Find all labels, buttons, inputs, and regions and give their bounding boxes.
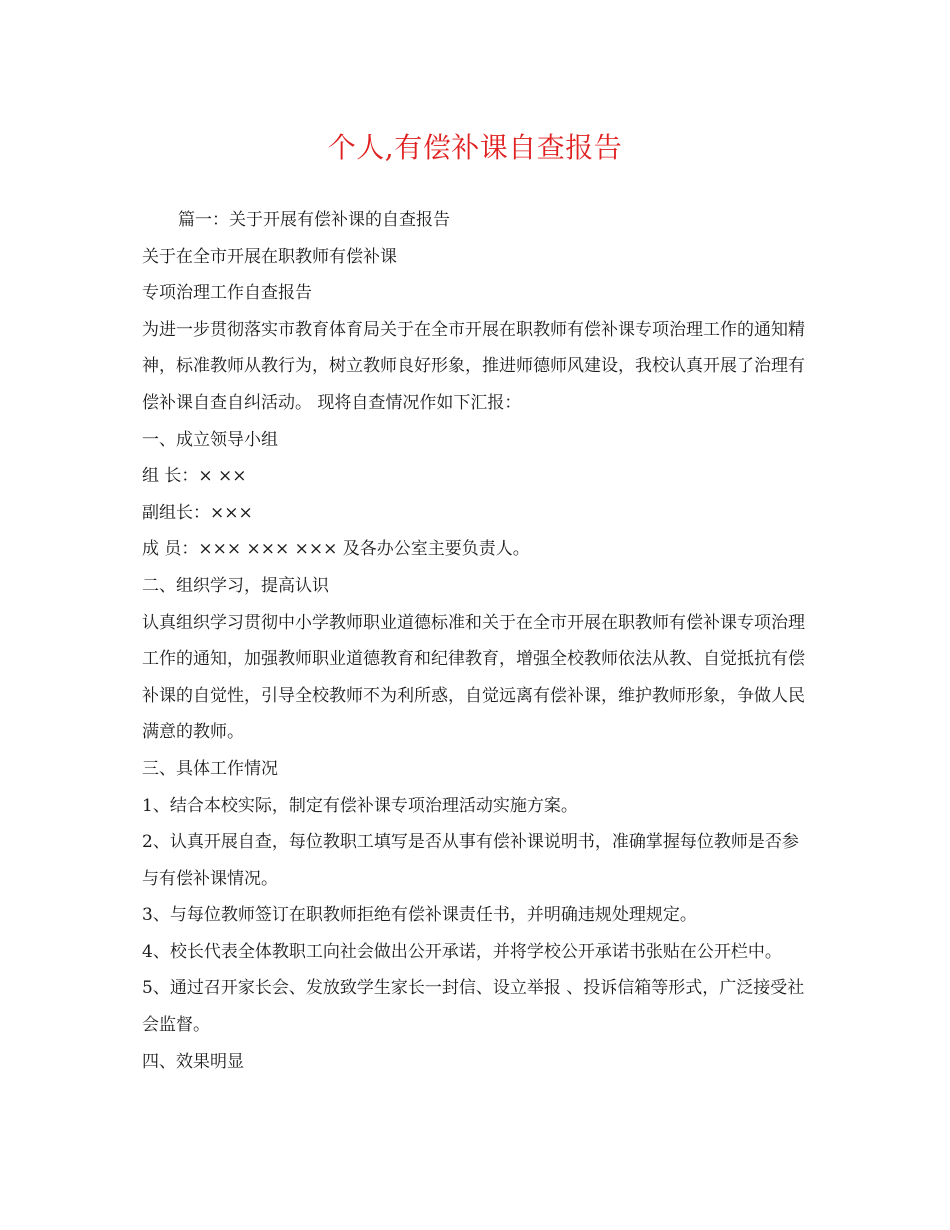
document-body: [142, 202, 812, 1080]
paragraph-group-leader: 组 长：× ××: [142, 466, 247, 487]
paragraph-article-heading: 篇一：关于开展有偿补课的自查报告: [178, 210, 450, 230]
document-title: 个人,有偿补课自查报告: [327, 131, 623, 164]
list-item-3: 3、与每位教师签订在职教师拒绝有偿补课责任书，并明确违规处理规定。: [142, 905, 697, 926]
paragraph-intro: 为进一步贯彻落实市教育体育局关于在全市开展在职教师有偿补课专项治理工作的通知精神，标准教师从教行为，树立教师良好形象，推进师德师风建设，我校认真开展了治理有偿补课自查自纠活动。 现将自查情况作如下汇报：: [142, 319, 805, 413]
list-item-2: 2、认真开展自查，每位教职工填写是否从事有偿补课说明书，准确掌握每位教师是否参与有偿补课情况。: [142, 832, 799, 889]
section-heading-study: 二、组织学习，提高认识: [142, 575, 329, 596]
paragraph-members: 成 员：××× ××× ××× 及各办公室主要负责人。: [142, 539, 530, 560]
list-item-4: 4、校长代表全体教职工向社会做出公开承诺，并将学校公开承诺书张贴在公开栏中。: [142, 941, 782, 962]
paragraph-report-title-line2: 专项治理工作自查报告: [142, 283, 312, 304]
section-heading-results: 四、效果明显: [142, 1051, 244, 1072]
section-heading-work-situation: 三、具体工作情况: [142, 758, 278, 779]
list-item-1: 1、结合本校实际，制定有偿补课专项治理活动实施方案。: [142, 795, 578, 816]
section-heading-leadership-group: 一、成立领导小组: [142, 429, 278, 450]
paragraph-report-title-line1: 关于在全市开展在职教师有偿补课: [142, 246, 397, 267]
list-item-5: 5、通过召开家长会、发放致学生家长一封信、设立举报 、投诉信箱等形式，广泛接受社会监督。: [142, 978, 805, 1036]
paragraph-deputy-leader: 副组长：×××: [142, 502, 253, 523]
paragraph-study-content: 认真组织学习贯彻中小学教师职业道德标准和关于在全市开展在职教师有偿补课专项治理工作的通知，加强教师职业道德教育和纪律教育，增强全校教师依法从教、自觉抵抗有偿补课的自觉性，引导全校教师不为利所惑，自觉远离有偿补课，维护教师形象，争做人民满意的教师。: [142, 612, 805, 743]
